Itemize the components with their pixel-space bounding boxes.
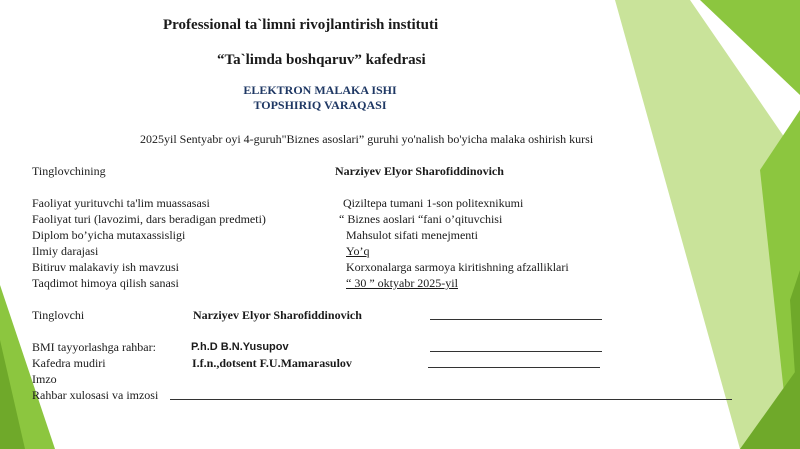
signature-line [428, 367, 600, 368]
field-value: “ 30 ” oktyabr 2025-yil [346, 276, 458, 290]
field-label: Taqdimot himoya qilish sanasi [32, 276, 179, 290]
institute-title: Professional ta`limni rivojlantirish instituti [163, 17, 439, 33]
signature-label: BMI tayyorlashga rahbar: [32, 340, 156, 354]
field-label: Bitiruv malakaviy ish mavzusi [32, 260, 179, 274]
signature-line [430, 319, 602, 320]
trainee-label: Tinglovchining [32, 164, 106, 178]
field-value: Korxonalarga sarmoya kiritishning afzalliklari [346, 260, 569, 274]
document-title-line-1: ELEKTRON MALAKA ISHI [243, 83, 397, 97]
field-value: Yo’q [346, 244, 370, 258]
field-label: Faoliyat yurituvchi ta'lim muassasasi [32, 196, 210, 210]
field-value: “ Biznes aoslari “fani o’qituvchisi [339, 212, 503, 226]
imzo-label: Imzo [32, 372, 57, 386]
signature-name: Narziyev Elyor Sharofiddinovich [193, 308, 362, 322]
conclusion-label: Rahbar xulosasi va imzosi [32, 388, 159, 402]
signature-line [430, 351, 602, 352]
department-title: “Ta`limda boshqaruv” kafedrasi [217, 52, 426, 68]
field-value: Mahsulot sifati menejmenti [346, 228, 478, 242]
signature-name: P.h.D B.N.Yusupov [191, 341, 289, 353]
signature-label: Tinglovchi [32, 308, 85, 322]
course-line: 2025yil Sentyabr oyi 4-guruh"Biznes asoslari” guruhi yo'nalish bo'yicha malaka oshirish kursi [140, 132, 594, 146]
field-label: Diplom bo’yicha mutaxassisligi [32, 228, 186, 242]
field-label: Ilmiy darajasi [32, 244, 99, 258]
conclusion-line [170, 399, 732, 400]
field-value: Qiziltepa tumani 1-son politexnikumi [343, 196, 524, 210]
field-label: Faoliyat turi (lavozimi, dars beradigan predmeti) [32, 212, 266, 226]
document-title-line-2: TOPSHIRIQ VARAQASI [253, 98, 387, 112]
trainee-name: Narziyev Elyor Sharofiddinovich [335, 164, 504, 178]
signature-name: I.f.n.,dotsent F.U.Mamarasulov [192, 356, 352, 370]
signature-label: Kafedra mudiri [32, 356, 106, 370]
